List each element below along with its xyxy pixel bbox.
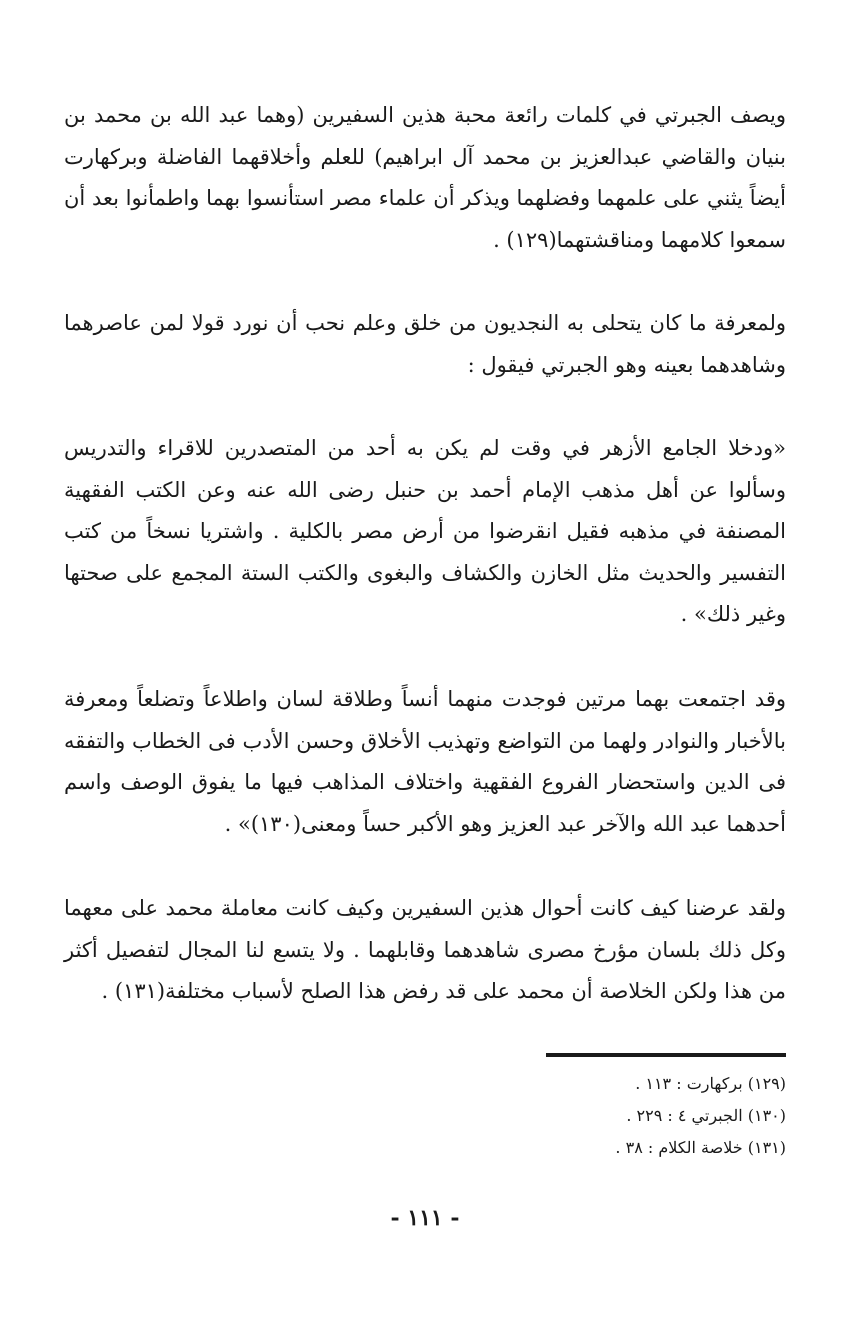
paragraph-azhar-quote: «ودخلا الجامع الأزهر في وقت لم يكن به أحد من المتصدرين للاقراء والتدريس وسألوا عن أهل مذهب الإمام أحمد بن حنبل رضى الله عنه وعن الكتب الفقهية المصنفة في مذهبه فقيل انقرضوا من أرض مصر بالكلية . واشتريا نسخاً من كتب التفسير والحديث مثل الخازن والكشاف والبغوى والكتب الستة المجمع على صحتها وغير ذلك» . [64, 436, 786, 626]
footnote-130: (١٣٠) الجبرتي ٤ : ٢٢٩ . [626, 1106, 786, 1125]
paragraph-conclusion: ولقد عرضنا كيف كانت أحوال هذين السفيرين وكيف كانت معاملة محمد على معهما وكل ذلك بلسان مؤرخ مصرى شاهدهما وقابلهما . ولا يتسع لنا المجال لتفصيل أكثر من هذا ولكن الخلاصة أن محمد على قد رفض هذا الصلح لأسباب مختلفة(١٣١) . [64, 896, 786, 1003]
paragraph-introduction-quote: ولمعرفة ما كان يتحلى به النجديون من خلق وعلم نحب أن نورد قولا لمن عاصرهما وشاهدهما بعينه وهو الجبرتي فيقول : [64, 311, 786, 377]
footnote-129: (١٢٩) بركهارت : ١١٣ . [635, 1074, 786, 1093]
footnote-divider [546, 1053, 786, 1057]
page-number: - ١١١ - [390, 1205, 460, 1231]
footnotes-list [286, 1068, 786, 1164]
paragraph-jabarti-description: ويصف الجبرتي في كلمات رائعة محبة هذين السفيرين (وهما عبد الله بن محمد بن بنيان والقاضي عبدالعزيز بن محمد آل ابراهيم) للعلم وأخلاقهما الفاضلة وبركهارت أيضاً يثني على علمهما وفضلهما ويذكر أن علماء مصر استأنسوا بهما واطمأنوا بعد أن سمعوا كلامهما ومناقشتهما(١٢٩) . [64, 103, 786, 252]
paragraph-meeting-account: وقد اجتمعت بهما مرتين فوجدت منهما أنساً وطلاقة لسان واطلاعاً وتضلعاً ومعرفة بالأخبار والنوادر ولهما من التواضع وتهذيب الأخلاق وحسن الأدب فى الخطاب والتفقه فى الدين واستحضار الفروع الفقهية واختلاف المذاهب فيها ما يفوق الوصف واسم أحدهما عبد الله والآخر عبد العزيز وهو الأكبر حساً ومعنى(١٣٠)» . [64, 687, 786, 836]
footnote-131: (١٣١) خلاصة الكلام : ٣٨ . [615, 1138, 786, 1157]
